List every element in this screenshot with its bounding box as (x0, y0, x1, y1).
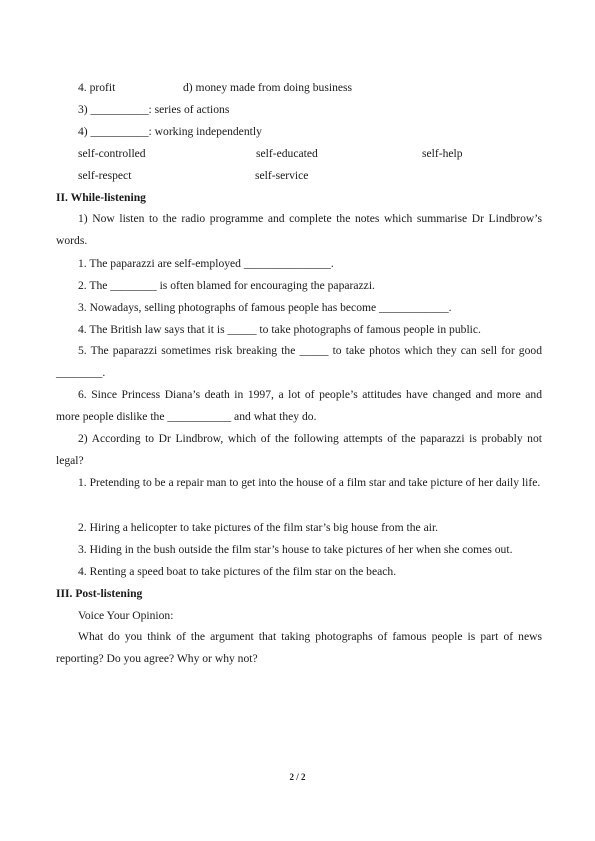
option-item-text: 1. Pretending to be a repair man to get into the house of a film star and take picture of her daily life. (78, 476, 541, 489)
page-number: 2 / 2 (289, 772, 306, 782)
note-item: 4. The British law says that it is _____ to take photographs of famous people in public. (78, 323, 481, 336)
vocab-item-4-definition: d) money made from doing business (183, 81, 353, 94)
section-heading-while-listening: II. While-listening (56, 191, 146, 204)
option-item: 2. Hiring a helicopter to take pictures of the film star’s big house from the air. (78, 521, 439, 534)
opinion-question (56, 626, 542, 670)
note-item (56, 384, 542, 428)
note-item: 2. The ________ is often blamed for encouraging the paparazzi. (78, 279, 375, 292)
word-bank-item: self-service (255, 169, 309, 182)
word-bank-item: self-controlled (78, 147, 146, 160)
option-item: 3. Hiding in the bush outside the film star’s house to take pictures of her when she comes out. (78, 543, 513, 556)
opinion-question-text: What do you think of the argument that taking photographs of famous people is part of news reporting? Do you agree? Why or why not? (56, 630, 542, 665)
note-item (56, 340, 542, 384)
section-heading-post-listening: III. Post-listening (56, 587, 143, 600)
opinion-subheading: Voice Your Opinion: (78, 609, 174, 622)
vocab-item-4-word: 4. profit (78, 81, 116, 94)
word-bank-item: self-respect (78, 169, 132, 182)
note-item-text: 5. The paparazzi sometimes risk breaking the _____ to take photos which they can sell for good ________. (56, 344, 542, 379)
vocab-blank-3: 3) __________: series of actions (78, 103, 230, 116)
note-item: 1. The paparazzi are self-employed _______________. (78, 257, 334, 270)
note-item: 3. Nowadays, selling photographs of famous people has become ____________. (78, 301, 452, 314)
task1-intro-text: 1) Now listen to the radio programme and complete the notes which summarise Dr Lindbrow’s words. (56, 212, 542, 247)
option-item: 4. Renting a speed boat to take pictures of the film star on the beach. (78, 565, 397, 578)
task2-intro-text: 2) According to Dr Lindbrow, which of the following attempts of the paparazzi is probably not legal? (56, 432, 542, 467)
word-bank-item: self-help (422, 147, 463, 160)
task1-intro (56, 208, 542, 252)
word-bank-item: self-educated (256, 147, 318, 160)
task2-intro (56, 428, 542, 472)
option-item (56, 472, 542, 494)
note-item-text: 6. Since Princess Diana’s death in 1997, a lot of people’s attitudes have changed and more and more people dislike the ___________ and what they do. (56, 388, 542, 423)
vocab-blank-4: 4) __________: working independently (78, 125, 262, 138)
